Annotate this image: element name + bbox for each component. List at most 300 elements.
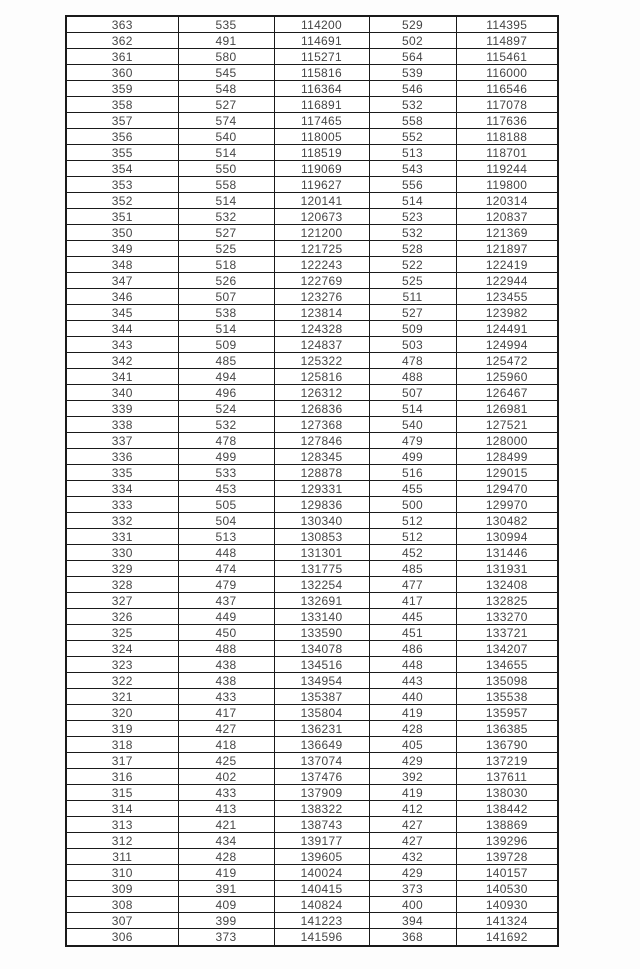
table-cell: 323 bbox=[66, 657, 178, 673]
table-cell: 357 bbox=[66, 113, 178, 129]
table-cell: 140530 bbox=[456, 881, 558, 897]
table-cell: 124491 bbox=[456, 321, 558, 337]
table-cell: 427 bbox=[369, 833, 456, 849]
table-cell: 434 bbox=[178, 833, 274, 849]
table-cell: 405 bbox=[369, 737, 456, 753]
table-cell: 141692 bbox=[456, 929, 558, 946]
table-cell: 350 bbox=[66, 225, 178, 241]
table-cell: 318 bbox=[66, 737, 178, 753]
table-cell: 133590 bbox=[274, 625, 369, 641]
table-cell: 455 bbox=[369, 481, 456, 497]
table-cell: 427 bbox=[178, 721, 274, 737]
table-cell: 349 bbox=[66, 241, 178, 257]
table-cell: 126312 bbox=[274, 385, 369, 401]
table-cell: 539 bbox=[369, 65, 456, 81]
table-cell: 344 bbox=[66, 321, 178, 337]
score-distribution-table bbox=[65, 15, 559, 947]
table-cell: 130340 bbox=[274, 513, 369, 529]
table-row bbox=[66, 849, 558, 865]
table-row bbox=[66, 609, 558, 625]
table-cell: 348 bbox=[66, 257, 178, 273]
table-cell: 134207 bbox=[456, 641, 558, 657]
table-cell: 518 bbox=[178, 257, 274, 273]
table-cell: 478 bbox=[369, 353, 456, 369]
table-row bbox=[66, 529, 558, 545]
table-row bbox=[66, 161, 558, 177]
table-cell: 355 bbox=[66, 145, 178, 161]
table-cell: 343 bbox=[66, 337, 178, 353]
table-cell: 135957 bbox=[456, 705, 558, 721]
table-cell: 485 bbox=[369, 561, 456, 577]
table-row bbox=[66, 673, 558, 689]
table-cell: 306 bbox=[66, 929, 178, 946]
table-cell: 545 bbox=[178, 65, 274, 81]
table-cell: 428 bbox=[178, 849, 274, 865]
table-cell: 332 bbox=[66, 513, 178, 529]
table-cell: 331 bbox=[66, 529, 178, 545]
table-cell: 494 bbox=[178, 369, 274, 385]
table-cell: 130853 bbox=[274, 529, 369, 545]
table-row bbox=[66, 241, 558, 257]
table-row bbox=[66, 513, 558, 529]
table-cell: 134516 bbox=[274, 657, 369, 673]
table-cell: 118188 bbox=[456, 129, 558, 145]
table-row bbox=[66, 897, 558, 913]
table-row bbox=[66, 481, 558, 497]
table-row bbox=[66, 641, 558, 657]
table-cell: 329 bbox=[66, 561, 178, 577]
table-cell: 120314 bbox=[456, 193, 558, 209]
table-cell: 140930 bbox=[456, 897, 558, 913]
table-cell: 131931 bbox=[456, 561, 558, 577]
table-cell: 522 bbox=[369, 257, 456, 273]
table-cell: 448 bbox=[369, 657, 456, 673]
table-cell: 135804 bbox=[274, 705, 369, 721]
table-cell: 129836 bbox=[274, 497, 369, 513]
table-cell: 117465 bbox=[274, 113, 369, 129]
table-cell: 514 bbox=[178, 145, 274, 161]
table-row bbox=[66, 817, 558, 833]
table-cell: 121200 bbox=[274, 225, 369, 241]
table-cell: 580 bbox=[178, 49, 274, 65]
table-row bbox=[66, 209, 558, 225]
table-cell: 136649 bbox=[274, 737, 369, 753]
table-cell: 512 bbox=[369, 529, 456, 545]
table-cell: 330 bbox=[66, 545, 178, 561]
table-cell: 135538 bbox=[456, 689, 558, 705]
table-cell: 125322 bbox=[274, 353, 369, 369]
table-cell: 326 bbox=[66, 609, 178, 625]
table-cell: 139296 bbox=[456, 833, 558, 849]
table-cell: 341 bbox=[66, 369, 178, 385]
table-row bbox=[66, 929, 558, 946]
table-cell: 438 bbox=[178, 673, 274, 689]
table-cell: 121897 bbox=[456, 241, 558, 257]
table-row bbox=[66, 753, 558, 769]
table-cell: 317 bbox=[66, 753, 178, 769]
table-row bbox=[66, 497, 558, 513]
table-cell: 358 bbox=[66, 97, 178, 113]
table-cell: 361 bbox=[66, 49, 178, 65]
table-cell: 512 bbox=[369, 513, 456, 529]
table-cell: 419 bbox=[369, 705, 456, 721]
table-cell: 499 bbox=[369, 449, 456, 465]
table-cell: 117636 bbox=[456, 113, 558, 129]
table-cell: 527 bbox=[178, 225, 274, 241]
table-cell: 540 bbox=[369, 417, 456, 433]
table-cell: 322 bbox=[66, 673, 178, 689]
table-row bbox=[66, 193, 558, 209]
table-cell: 120837 bbox=[456, 209, 558, 225]
table-cell: 509 bbox=[369, 321, 456, 337]
table-cell: 528 bbox=[369, 241, 456, 257]
table-cell: 496 bbox=[178, 385, 274, 401]
table-cell: 346 bbox=[66, 289, 178, 305]
table-cell: 513 bbox=[178, 529, 274, 545]
table-cell: 139177 bbox=[274, 833, 369, 849]
table-cell: 138869 bbox=[456, 817, 558, 833]
table-cell: 118005 bbox=[274, 129, 369, 145]
table-cell: 491 bbox=[178, 33, 274, 49]
table-cell: 507 bbox=[369, 385, 456, 401]
table-cell: 432 bbox=[369, 849, 456, 865]
table-cell: 523 bbox=[369, 209, 456, 225]
table-cell: 503 bbox=[369, 337, 456, 353]
table-row bbox=[66, 689, 558, 705]
table-cell: 488 bbox=[369, 369, 456, 385]
table-cell: 342 bbox=[66, 353, 178, 369]
table-cell: 136231 bbox=[274, 721, 369, 737]
table-cell: 114395 bbox=[456, 16, 558, 33]
table-cell: 138743 bbox=[274, 817, 369, 833]
table-cell: 118701 bbox=[456, 145, 558, 161]
table-cell: 121369 bbox=[456, 225, 558, 241]
table-cell: 486 bbox=[369, 641, 456, 657]
table-cell: 134655 bbox=[456, 657, 558, 673]
table-cell: 352 bbox=[66, 193, 178, 209]
table-cell: 119627 bbox=[274, 177, 369, 193]
table-cell: 445 bbox=[369, 609, 456, 625]
table-row bbox=[66, 385, 558, 401]
table-cell: 129015 bbox=[456, 465, 558, 481]
table-cell: 429 bbox=[369, 753, 456, 769]
table-cell: 316 bbox=[66, 769, 178, 785]
table-row bbox=[66, 625, 558, 641]
table-cell: 335 bbox=[66, 465, 178, 481]
table-row bbox=[66, 65, 558, 81]
table-cell: 130994 bbox=[456, 529, 558, 545]
table-cell: 126836 bbox=[274, 401, 369, 417]
table-cell: 417 bbox=[369, 593, 456, 609]
table-row bbox=[66, 273, 558, 289]
table-cell: 140157 bbox=[456, 865, 558, 881]
table-cell: 123982 bbox=[456, 305, 558, 321]
table-cell: 328 bbox=[66, 577, 178, 593]
table-row bbox=[66, 801, 558, 817]
table-cell: 312 bbox=[66, 833, 178, 849]
table-cell: 564 bbox=[369, 49, 456, 65]
table-cell: 140415 bbox=[274, 881, 369, 897]
table-row bbox=[66, 129, 558, 145]
table-cell: 333 bbox=[66, 497, 178, 513]
table-row bbox=[66, 737, 558, 753]
table-cell: 514 bbox=[178, 193, 274, 209]
table-cell: 514 bbox=[369, 193, 456, 209]
table-cell: 449 bbox=[178, 609, 274, 625]
table-cell: 425 bbox=[178, 753, 274, 769]
table-cell: 129331 bbox=[274, 481, 369, 497]
table-cell: 131301 bbox=[274, 545, 369, 561]
table-row bbox=[66, 865, 558, 881]
table-cell: 307 bbox=[66, 913, 178, 929]
table-cell: 360 bbox=[66, 65, 178, 81]
table-cell: 556 bbox=[369, 177, 456, 193]
table-cell: 119069 bbox=[274, 161, 369, 177]
table-cell: 525 bbox=[369, 273, 456, 289]
table-cell: 126981 bbox=[456, 401, 558, 417]
table-cell: 324 bbox=[66, 641, 178, 657]
table-cell: 507 bbox=[178, 289, 274, 305]
table-cell: 115271 bbox=[274, 49, 369, 65]
score-table-body bbox=[66, 16, 558, 946]
table-cell: 140824 bbox=[274, 897, 369, 913]
table-row bbox=[66, 577, 558, 593]
table-cell: 135098 bbox=[456, 673, 558, 689]
table-cell: 314 bbox=[66, 801, 178, 817]
table-row bbox=[66, 417, 558, 433]
table-cell: 538 bbox=[178, 305, 274, 321]
table-cell: 114200 bbox=[274, 16, 369, 33]
table-cell: 129970 bbox=[456, 497, 558, 513]
score-distribution-table-container bbox=[65, 15, 559, 947]
table-cell: 400 bbox=[369, 897, 456, 913]
table-cell: 122769 bbox=[274, 273, 369, 289]
table-cell: 309 bbox=[66, 881, 178, 897]
table-cell: 354 bbox=[66, 161, 178, 177]
table-cell: 532 bbox=[369, 97, 456, 113]
table-cell: 133721 bbox=[456, 625, 558, 641]
table-row bbox=[66, 145, 558, 161]
table-cell: 533 bbox=[178, 465, 274, 481]
table-row bbox=[66, 257, 558, 273]
table-cell: 443 bbox=[369, 673, 456, 689]
table-cell: 132254 bbox=[274, 577, 369, 593]
table-cell: 540 bbox=[178, 129, 274, 145]
table-cell: 409 bbox=[178, 897, 274, 913]
table-cell: 558 bbox=[178, 177, 274, 193]
table-cell: 413 bbox=[178, 801, 274, 817]
table-cell: 359 bbox=[66, 81, 178, 97]
table-cell: 117078 bbox=[456, 97, 558, 113]
table-row bbox=[66, 721, 558, 737]
table-cell: 543 bbox=[369, 161, 456, 177]
table-row bbox=[66, 561, 558, 577]
table-cell: 399 bbox=[178, 913, 274, 929]
table-cell: 421 bbox=[178, 817, 274, 833]
table-cell: 504 bbox=[178, 513, 274, 529]
table-cell: 137074 bbox=[274, 753, 369, 769]
table-cell: 392 bbox=[369, 769, 456, 785]
table-cell: 128878 bbox=[274, 465, 369, 481]
table-row bbox=[66, 49, 558, 65]
table-row bbox=[66, 81, 558, 97]
table-cell: 499 bbox=[178, 449, 274, 465]
table-row bbox=[66, 881, 558, 897]
table-cell: 417 bbox=[178, 705, 274, 721]
table-cell: 340 bbox=[66, 385, 178, 401]
table-cell: 124837 bbox=[274, 337, 369, 353]
table-cell: 532 bbox=[178, 417, 274, 433]
table-cell: 526 bbox=[178, 273, 274, 289]
table-cell: 138030 bbox=[456, 785, 558, 801]
table-cell: 139728 bbox=[456, 849, 558, 865]
table-cell: 394 bbox=[369, 913, 456, 929]
table-cell: 325 bbox=[66, 625, 178, 641]
table-cell: 362 bbox=[66, 33, 178, 49]
table-cell: 115816 bbox=[274, 65, 369, 81]
table-cell: 550 bbox=[178, 161, 274, 177]
table-cell: 137909 bbox=[274, 785, 369, 801]
table-cell: 116364 bbox=[274, 81, 369, 97]
table-cell: 373 bbox=[369, 881, 456, 897]
table-cell: 427 bbox=[369, 817, 456, 833]
table-cell: 502 bbox=[369, 33, 456, 49]
table-cell: 337 bbox=[66, 433, 178, 449]
table-cell: 453 bbox=[178, 481, 274, 497]
table-cell: 509 bbox=[178, 337, 274, 353]
table-row bbox=[66, 289, 558, 305]
table-cell: 525 bbox=[178, 241, 274, 257]
table-cell: 119800 bbox=[456, 177, 558, 193]
table-cell: 114897 bbox=[456, 33, 558, 49]
table-cell: 127521 bbox=[456, 417, 558, 433]
table-cell: 132825 bbox=[456, 593, 558, 609]
table-row bbox=[66, 33, 558, 49]
table-cell: 125816 bbox=[274, 369, 369, 385]
table-row bbox=[66, 769, 558, 785]
table-cell: 320 bbox=[66, 705, 178, 721]
table-cell: 130482 bbox=[456, 513, 558, 529]
table-row bbox=[66, 913, 558, 929]
table-cell: 137219 bbox=[456, 753, 558, 769]
table-cell: 513 bbox=[369, 145, 456, 161]
table-cell: 123814 bbox=[274, 305, 369, 321]
table-cell: 412 bbox=[369, 801, 456, 817]
table-cell: 127368 bbox=[274, 417, 369, 433]
table-cell: 368 bbox=[369, 929, 456, 946]
table-row bbox=[66, 593, 558, 609]
table-cell: 122419 bbox=[456, 257, 558, 273]
table-row bbox=[66, 177, 558, 193]
table-cell: 136385 bbox=[456, 721, 558, 737]
table-cell: 419 bbox=[178, 865, 274, 881]
table-row bbox=[66, 833, 558, 849]
table-cell: 448 bbox=[178, 545, 274, 561]
table-cell: 137611 bbox=[456, 769, 558, 785]
table-cell: 437 bbox=[178, 593, 274, 609]
table-cell: 516 bbox=[369, 465, 456, 481]
table-row bbox=[66, 337, 558, 353]
table-cell: 500 bbox=[369, 497, 456, 513]
table-cell: 353 bbox=[66, 177, 178, 193]
table-cell: 450 bbox=[178, 625, 274, 641]
table-cell: 310 bbox=[66, 865, 178, 881]
table-cell: 327 bbox=[66, 593, 178, 609]
table-cell: 373 bbox=[178, 929, 274, 946]
table-cell: 438 bbox=[178, 657, 274, 673]
table-cell: 114691 bbox=[274, 33, 369, 49]
table-cell: 433 bbox=[178, 785, 274, 801]
table-cell: 532 bbox=[369, 225, 456, 241]
table-cell: 308 bbox=[66, 897, 178, 913]
table-row bbox=[66, 705, 558, 721]
table-cell: 451 bbox=[369, 625, 456, 641]
table-cell: 505 bbox=[178, 497, 274, 513]
table-row bbox=[66, 433, 558, 449]
table-cell: 116546 bbox=[456, 81, 558, 97]
table-cell: 132408 bbox=[456, 577, 558, 593]
table-cell: 125472 bbox=[456, 353, 558, 369]
table-cell: 141324 bbox=[456, 913, 558, 929]
table-cell: 135387 bbox=[274, 689, 369, 705]
table-cell: 120673 bbox=[274, 209, 369, 225]
table-cell: 529 bbox=[369, 16, 456, 33]
table-cell: 511 bbox=[369, 289, 456, 305]
table-cell: 574 bbox=[178, 113, 274, 129]
table-row bbox=[66, 401, 558, 417]
table-cell: 134954 bbox=[274, 673, 369, 689]
table-cell: 477 bbox=[369, 577, 456, 593]
table-cell: 138322 bbox=[274, 801, 369, 817]
table-cell: 452 bbox=[369, 545, 456, 561]
table-cell: 122243 bbox=[274, 257, 369, 273]
table-row bbox=[66, 465, 558, 481]
table-cell: 535 bbox=[178, 16, 274, 33]
table-row bbox=[66, 16, 558, 33]
table-cell: 311 bbox=[66, 849, 178, 865]
table-cell: 514 bbox=[178, 321, 274, 337]
table-cell: 552 bbox=[369, 129, 456, 145]
table-cell: 347 bbox=[66, 273, 178, 289]
table-cell: 527 bbox=[369, 305, 456, 321]
table-cell: 419 bbox=[369, 785, 456, 801]
table-row bbox=[66, 657, 558, 673]
table-cell: 116891 bbox=[274, 97, 369, 113]
table-row bbox=[66, 113, 558, 129]
table-cell: 418 bbox=[178, 737, 274, 753]
table-cell: 479 bbox=[178, 577, 274, 593]
table-cell: 315 bbox=[66, 785, 178, 801]
table-cell: 141223 bbox=[274, 913, 369, 929]
table-cell: 546 bbox=[369, 81, 456, 97]
table-cell: 123455 bbox=[456, 289, 558, 305]
table-row bbox=[66, 353, 558, 369]
table-row bbox=[66, 785, 558, 801]
table-cell: 120141 bbox=[274, 193, 369, 209]
table-cell: 339 bbox=[66, 401, 178, 417]
table-cell: 125960 bbox=[456, 369, 558, 385]
table-row bbox=[66, 321, 558, 337]
table-cell: 131446 bbox=[456, 545, 558, 561]
table-row bbox=[66, 449, 558, 465]
table-cell: 116000 bbox=[456, 65, 558, 81]
table-cell: 133140 bbox=[274, 609, 369, 625]
table-cell: 336 bbox=[66, 449, 178, 465]
table-cell: 474 bbox=[178, 561, 274, 577]
table-cell: 319 bbox=[66, 721, 178, 737]
table-cell: 440 bbox=[369, 689, 456, 705]
table-cell: 514 bbox=[369, 401, 456, 417]
